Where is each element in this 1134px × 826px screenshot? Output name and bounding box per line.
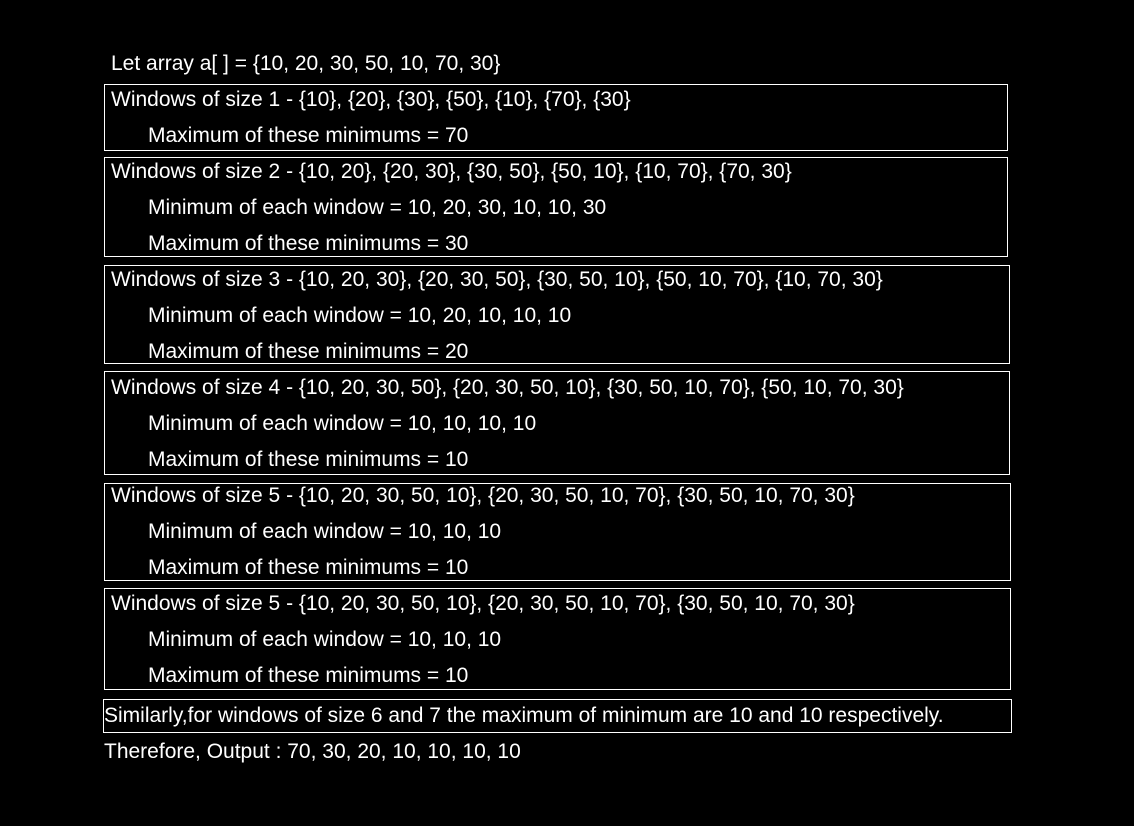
minimum-of-each-window: Minimum of each window = 10, 10, 10, 10 xyxy=(148,412,537,435)
minimum-of-each-window: Minimum of each window = 10, 10, 10 xyxy=(148,628,502,651)
maximum-of-minimums: Maximum of these minimums = 10 xyxy=(148,448,469,471)
window-title: Windows of size 2 - {10, 20}, {20, 30}, {30, 50}, {50, 10}, {10, 70}, {70, 30} xyxy=(111,160,792,183)
array-definition: Let array a[ ] = {10, 20, 30, 50, 10, 70, 30} xyxy=(111,52,501,75)
maximum-of-minimums: Maximum of these minimums = 10 xyxy=(148,556,469,579)
minimum-of-each-window: Minimum of each window = 10, 10, 10 xyxy=(148,520,502,543)
similarly-note: Similarly,for windows of size 6 and 7 the maximum of minimum are 10 and 10 respectively. xyxy=(104,704,944,727)
maximum-of-minimums: Maximum of these minimums = 70 xyxy=(148,124,469,147)
output-line: Therefore, Output : 70, 30, 20, 10, 10, 10, 10 xyxy=(104,740,521,763)
minimum-of-each-window: Minimum of each window = 10, 20, 30, 10, 10, 30 xyxy=(148,196,607,219)
window-title: Windows of size 5 - {10, 20, 30, 50, 10}, {20, 30, 50, 10, 70}, {30, 50, 10, 70, 30} xyxy=(111,592,855,615)
maximum-of-minimums: Maximum of these minimums = 30 xyxy=(148,232,469,255)
window-title: Windows of size 3 - {10, 20, 30}, {20, 30, 50}, {30, 50, 10}, {50, 10, 70}, {10, 70, 30} xyxy=(111,268,883,291)
minimum-of-each-window: Minimum of each window = 10, 20, 10, 10, 10 xyxy=(148,304,572,327)
maximum-of-minimums: Maximum of these minimums = 10 xyxy=(148,664,469,687)
window-title: Windows of size 4 - {10, 20, 30, 50}, {20, 30, 50, 10}, {30, 50, 10, 70}, {50, 10, 70, 30} xyxy=(111,376,904,399)
maximum-of-minimums: Maximum of these minimums = 20 xyxy=(148,340,469,363)
window-title: Windows of size 5 - {10, 20, 30, 50, 10}, {20, 30, 50, 10, 70}, {30, 50, 10, 70, 30} xyxy=(111,484,855,507)
window-title: Windows of size 1 - {10}, {20}, {30}, {50}, {10}, {70}, {30} xyxy=(111,88,631,111)
